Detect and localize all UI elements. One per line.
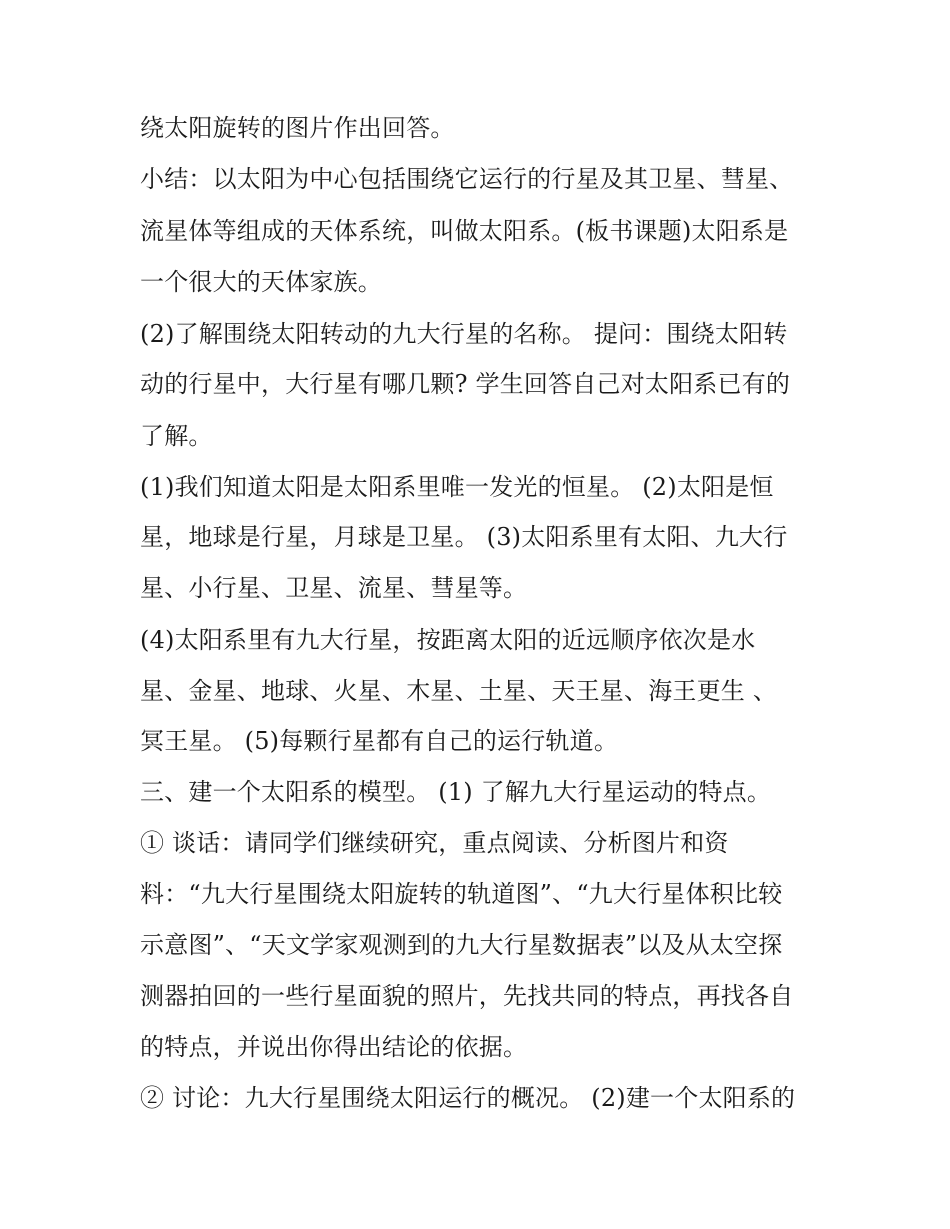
text-line: 冥王星。 (5)每颗行星都有自己的运行轨道。 (140, 727, 619, 755)
text-line: 小结：以太阳为中心包括围绕它运行的行星及其卫星、彗星、 (140, 165, 794, 193)
text-line: 了解。 (140, 422, 213, 450)
text-line: 星、小行星、卫星、流星、彗星等。 (140, 574, 528, 602)
text-line: 示意图”、“天文学家观测到的九大行星数据表”以及从太空探 (140, 931, 783, 959)
text-line: ① 谈话：请同学们继续研究，重点阅读、分析图片和资 (140, 829, 729, 857)
text-line: (2)了解围绕太阳转动的九大行星的名称。 提问：围绕太阳转 (140, 320, 788, 348)
text-line: 测器拍回的一些行星面貌的照片，先找共同的特点，再找各自 (140, 982, 794, 1010)
text-line: 三、建一个太阳系的模型。 (1) 了解九大行星运动的特点。 (140, 778, 772, 806)
text-line: 星，地球是行星，月球是卫星。 (3)太阳系里有太阳、九大行 (140, 523, 788, 551)
text-line: (4)太阳系里有九大行星，按距离太阳的近远顺序依次是水 (140, 626, 756, 654)
text-line: 的特点，并说出你得出结论的依据。 (140, 1033, 528, 1061)
text-line: 一个很大的天体家族。 (140, 268, 382, 296)
text-line: 动的行星中，大行星有哪几颗? 学生回答自己对太阳系已有的 (140, 370, 791, 398)
text-line: 绕太阳旋转的图片作出回答。 (140, 114, 455, 142)
text-line: ② 讨论：九大行星围绕太阳运行的概况。 (2)建一个太阳系的 (140, 1084, 796, 1112)
text-line: (1)我们知道太阳是太阳系里唯一发光的恒星。 (2)太阳是恒 (140, 473, 774, 501)
text-line: 流星体等组成的天体系统，叫做太阳系。(板书课题)太阳系是 (140, 217, 789, 245)
text-line: 星、金星、地球、火星、木星、土星、天王星、海王更生 、 (140, 677, 778, 705)
text-line: 料：“九大行星围绕太阳旋转的轨道图”、“九大行星体积比较 (140, 880, 783, 908)
